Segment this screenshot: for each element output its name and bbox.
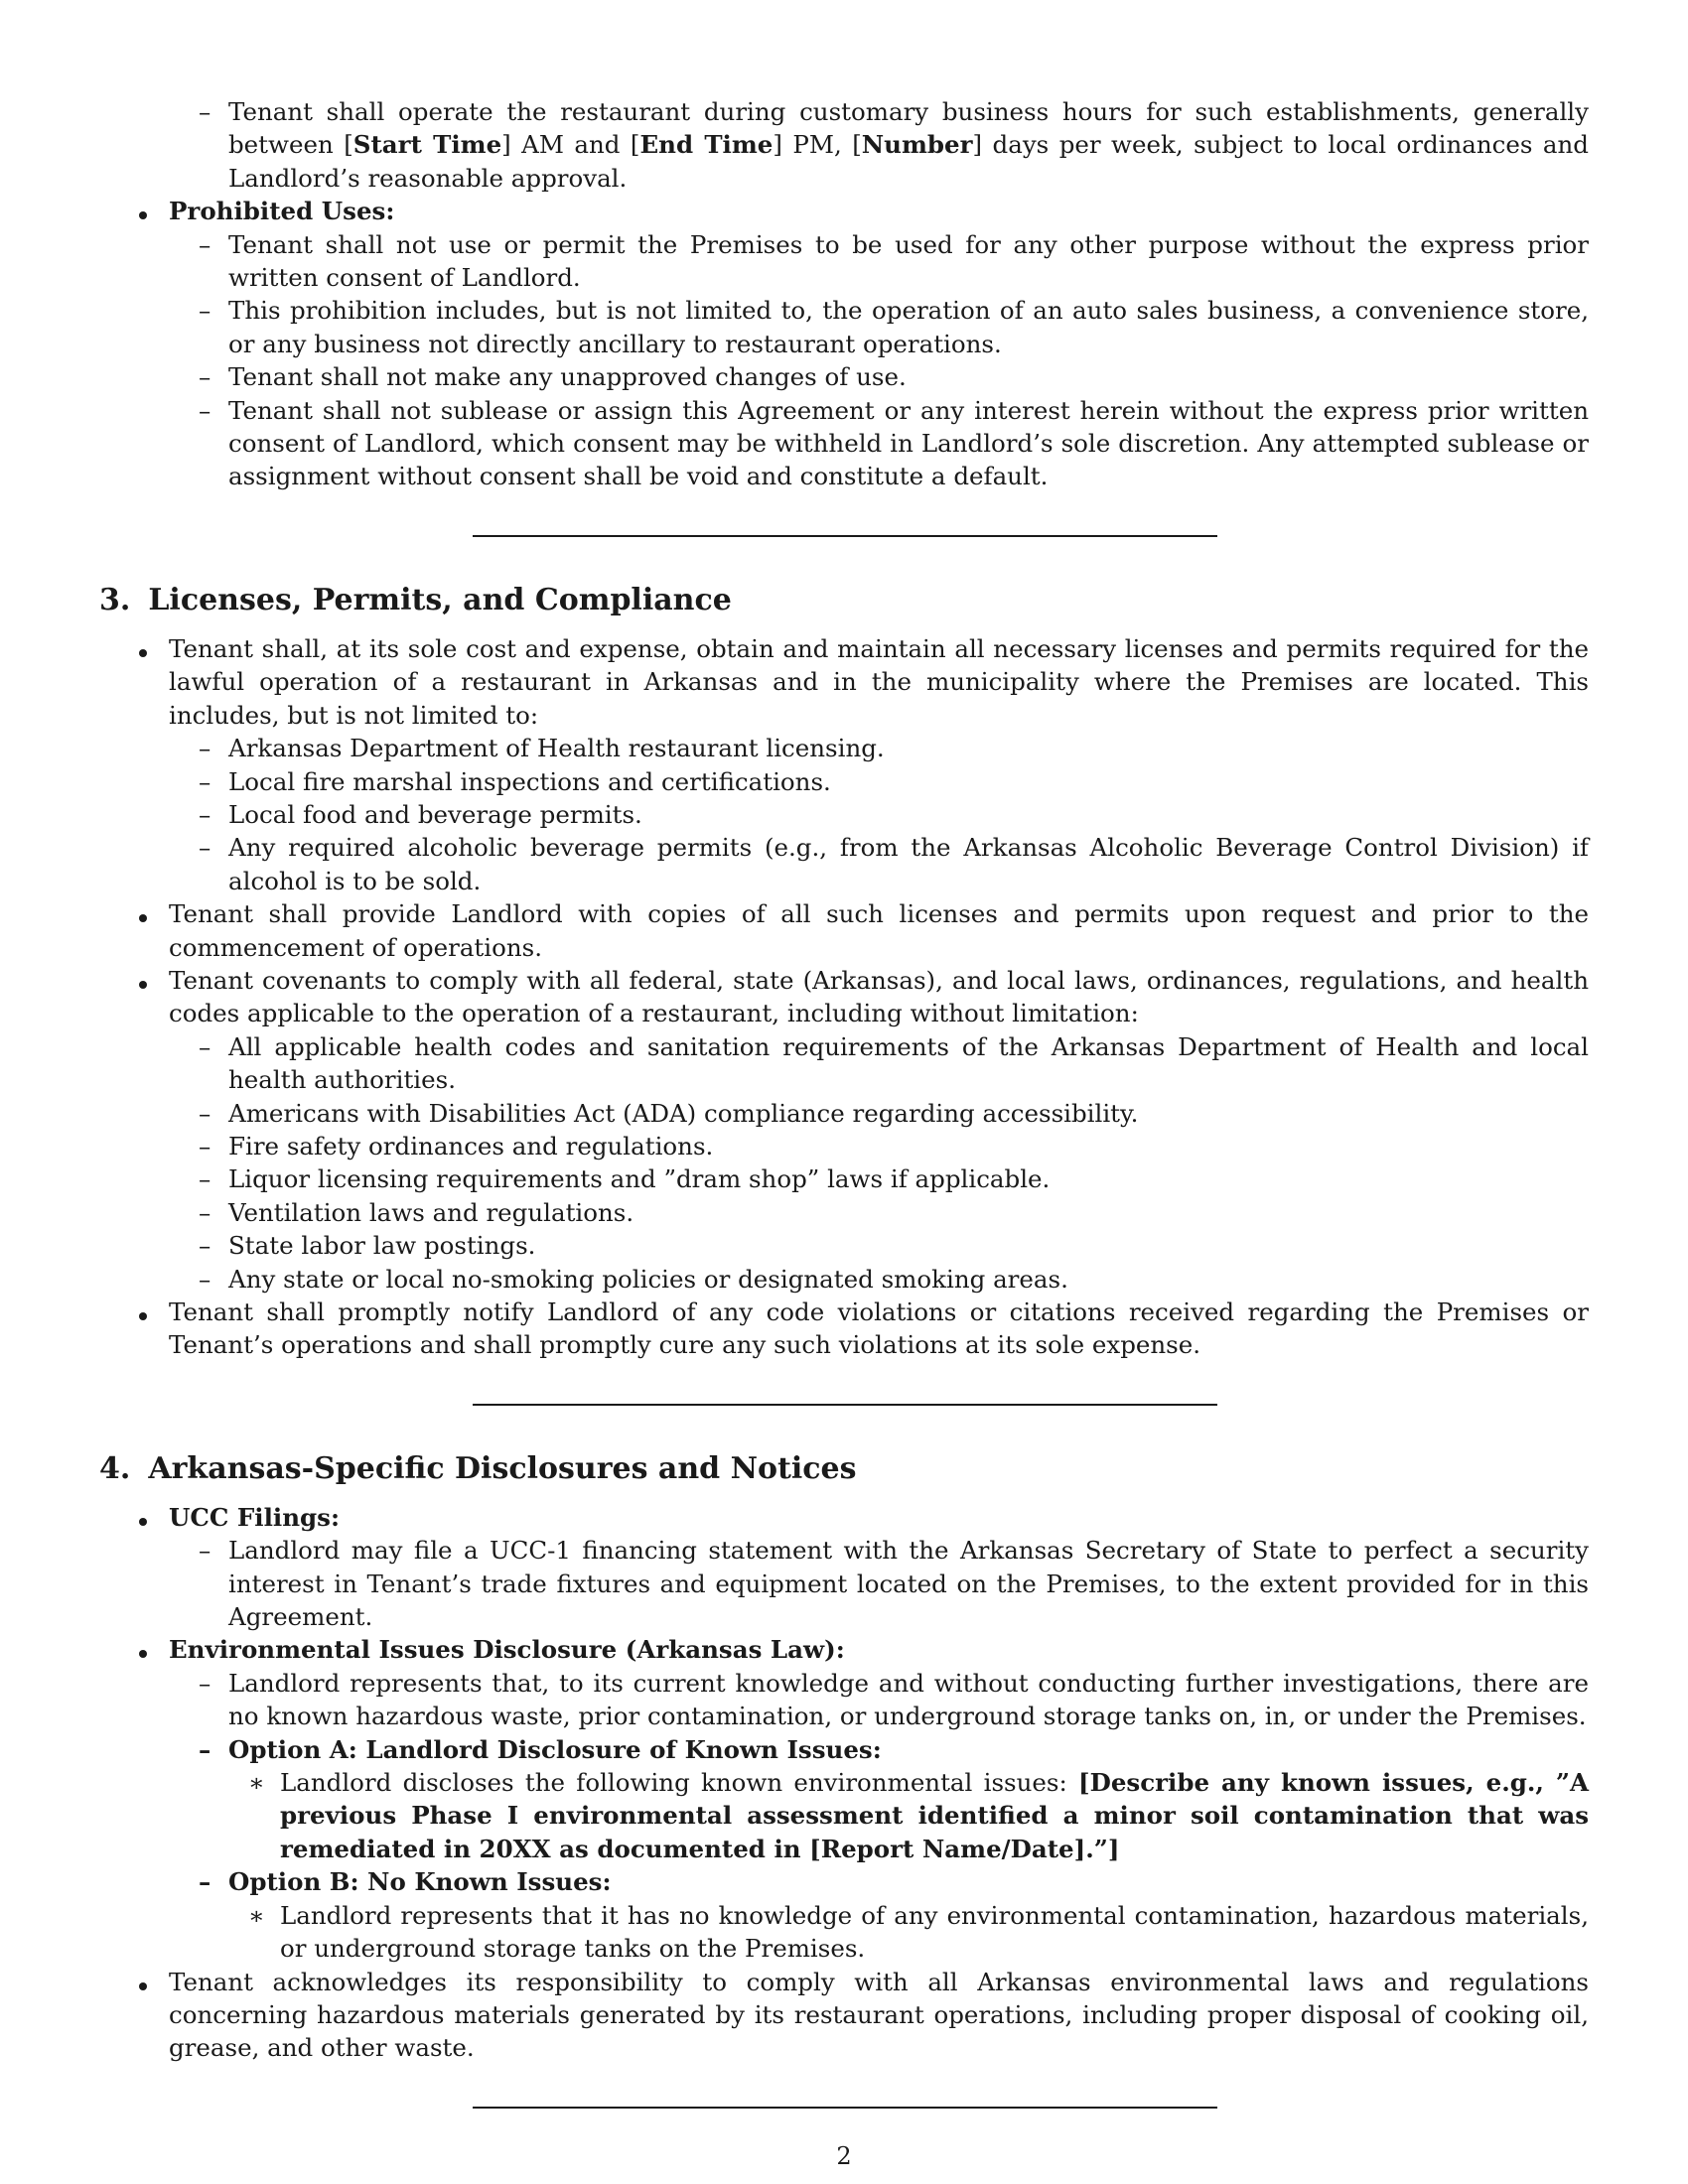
start-time-placeholder: Start Time xyxy=(352,130,502,160)
list-item: – Landlord may file a UCC-1 financing statement with the Arkansas Secretary of State to perfect a security interest in Tenant’s trade fixtures and equipment located on the Premises, to the extent provided for in this Agreement. xyxy=(199,1536,1589,1632)
list-item: Tenant shall, at its sole cost and expense, obtain and maintain all necessary licenses and permits required for the lawful operation of a restaurant in Arkansas and in the municipality where the Premises are located. This includes, but is not limited to: xyxy=(99,632,1589,732)
dash-marker: – xyxy=(199,766,211,796)
bullet-marker xyxy=(139,964,159,997)
list-item: – Liquor licensing requirements and ”dram shop” laws if applicable. xyxy=(99,1162,1589,1195)
prohibited-uses-item xyxy=(99,195,1589,227)
env-title: Environmental Issues Disclosure (Arkansas Law): xyxy=(169,1635,845,1665)
bullet-marker xyxy=(139,195,159,227)
bullet-marker xyxy=(139,1966,159,1998)
section-heading: 3. Licenses, Permits, and Compliance xyxy=(99,582,732,617)
list-item: ∗ Landlord represents that it has no knowledge of any environmental contamination, hazardous materials, or underground storage tanks on the Premises. xyxy=(248,1900,1589,1964)
list-item: – All applicable health codes and sanitation requirements of the Arkansas Department of Health and local health authorities. xyxy=(199,1031,1589,1095)
dash-marker: – xyxy=(199,296,211,326)
option-a-title: Option A: Landlord Disclosure of Known Issues: xyxy=(228,1734,882,1764)
list-item xyxy=(99,1865,1589,1898)
dash-marker: – xyxy=(199,1031,211,1061)
list-item: – Tenant shall not sublease or assign this Agreement or any interest herein without the express prior written consent of Landlord, which consent may be withheld in Landlord’s sole discretion. Any attempted sublease or assignment without consent shall be void and constitute a default. xyxy=(199,395,1589,491)
list-item: – Arkansas Department of Health restaurant licensing. xyxy=(99,732,1589,764)
known-issues-placeholder: [Describe any known issues, e.g., ”A previous Phase I environmental assessment identified a minor soil contamination that was remediated in 20XX as documented in [Report Name/Date].”] xyxy=(280,1768,1590,1863)
dash-marker: – xyxy=(199,1867,211,1897)
list-item xyxy=(99,1633,1589,1666)
dash-marker: – xyxy=(199,799,211,829)
dash-marker: – xyxy=(199,362,211,392)
list-item: – Landlord represents that, to its current knowledge and without conducting further investigations, there are no known hazardous waste, prior contamination, or underground storage tanks on, in, or under the Premises. xyxy=(199,1668,1589,1731)
dash-marker: – xyxy=(199,1164,211,1194)
list-item: – Local food and beverage permits. xyxy=(99,798,1589,831)
section-heading: 4. Arkansas-Specific Disclosures and Notices xyxy=(99,1450,857,1486)
list-item: – Any required alcoholic beverage permits (e.g., from the Arkansas Alcoholic Beverage Control Division) if alcohol is to be sold. xyxy=(199,833,1589,895)
dash-marker: – xyxy=(199,1231,211,1261)
page-number: 2 xyxy=(836,2142,852,2170)
end-time-placeholder: End Time xyxy=(639,130,774,160)
document-page xyxy=(99,95,1589,2109)
bullet-marker xyxy=(139,632,159,665)
dash-marker: – xyxy=(199,833,211,863)
list-item: Tenant shall promptly notify Landlord of any code violations or citations received regarding the Premises or Tenant’s operations and shall promptly cure any such violations at its sole expense. xyxy=(99,1296,1589,1362)
list-item: Tenant acknowledges its responsibility to comply with all Arkansas environmental laws and regulations concerning hazardous materials generated by its restaurant operations, including proper disposal of cooking oil, grease, and other waste. xyxy=(99,1966,1589,2065)
list-item: – Ventilation laws and regulations. xyxy=(99,1196,1589,1229)
dash-marker: – xyxy=(199,1197,211,1227)
list-item: – Fire safety ordinances and regulations. xyxy=(99,1130,1589,1162)
list-item: – This prohibition includes, but is not limited to, the operation of an auto sales business, a convenience store, or any business not directly ancillary to restaurant operations. xyxy=(199,296,1589,358)
dash-marker: – xyxy=(199,97,211,126)
dash-marker: – xyxy=(199,1131,211,1160)
section-divider xyxy=(473,2107,1217,2109)
dash-marker: – xyxy=(199,734,211,763)
dash-marker: – xyxy=(199,1734,211,1764)
list-item: ∗ Landlord discloses the following known environmental issues: [Describe any known issues, e.g., ”A previous Phase I environmental assessment identified a minor soil contamination that was remediated in 20XX as documented in [Report Name/Date].”] xyxy=(248,1768,1590,1863)
list-item: – Any state or local no-smoking policies or designated smoking areas. xyxy=(99,1263,1589,1296)
bullet-marker xyxy=(139,1633,159,1666)
list-item: – Tenant shall not use or permit the Premises to be used for any other purpose without the express prior written consent of Landlord. xyxy=(199,229,1589,293)
hours-item: – Tenant shall operate the restaurant during customary business hours for such establishments, generally between [Start Time] AM and [End Time] PM, [Number] days per week, subject to local ordinances and Landlord’s reasonable approval. xyxy=(199,97,1589,193)
list-item: – Americans with Disabilities Act (ADA) compliance regarding accessibility. xyxy=(99,1097,1589,1130)
dash-marker: – xyxy=(199,1098,211,1128)
dash-marker: – xyxy=(199,229,211,259)
prohibited-uses-title: Prohibited Uses: xyxy=(169,197,395,226)
option-b-title: Option B: No Known Issues: xyxy=(228,1867,612,1897)
ucc-title: UCC Filings: xyxy=(169,1502,340,1532)
list-item: Tenant covenants to comply with all federal, state (Arkansas), and local laws, ordinances, regulations, and health codes applicable to the operation of a restaurant, including without limitation: xyxy=(99,964,1589,1030)
star-marker: ∗ xyxy=(248,1768,265,1798)
bullet-marker xyxy=(139,1501,159,1534)
list-item: Tenant shall provide Landlord with copies of all such licenses and permits upon request and prior to the commencement of operations. xyxy=(99,897,1589,964)
dash-marker: – xyxy=(199,395,211,425)
list-item xyxy=(99,1733,1589,1766)
star-marker: ∗ xyxy=(248,1900,265,1930)
dash-marker: – xyxy=(199,1536,211,1566)
bullet-marker xyxy=(139,1296,159,1328)
list-item: – Local fire marshal inspections and certifications. xyxy=(99,765,1589,798)
dash-marker: – xyxy=(199,1264,211,1294)
dash-marker: – xyxy=(199,1668,211,1698)
list-item: – State labor law postings. xyxy=(99,1229,1589,1262)
list-item: – Tenant shall not make any unapproved changes of use. xyxy=(99,360,1589,393)
bullet-marker xyxy=(139,897,159,930)
days-placeholder: Number xyxy=(861,130,973,160)
list-item xyxy=(99,1501,1589,1534)
